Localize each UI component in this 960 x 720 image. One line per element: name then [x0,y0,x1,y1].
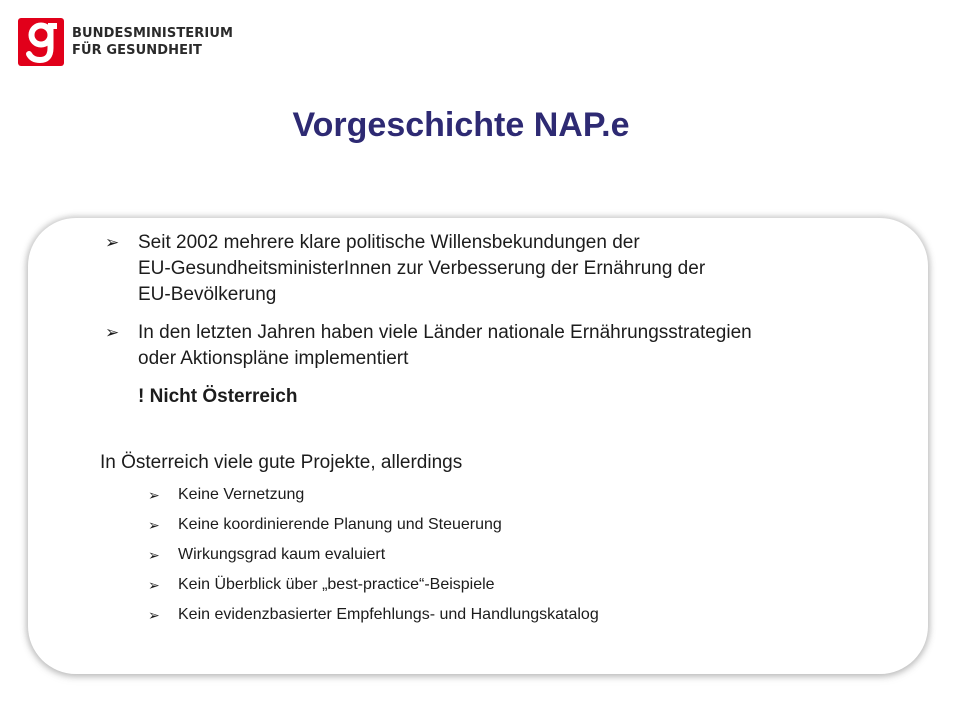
arrow-bullet-icon: ➢ [148,517,160,533]
arrow-bullet-icon: ➢ [105,233,120,252]
logo-text [72,25,233,59]
main-bullet-2 [100,320,920,372]
sub-bullet-5 [100,604,920,626]
arrow-bullet-icon: ➢ [148,577,160,593]
sub-bullet-4 [100,574,920,596]
arrow-bullet-icon: ➢ [105,323,120,342]
sub-bullet-3 [100,544,920,566]
intro-text: In Österreich viele gute Projekte, allerdings [100,452,463,473]
logo-line-2: FÜR GESUNDHEIT [72,43,202,58]
sub-bullet-text: Keine koordinierende Planung und Steuerung [178,516,502,533]
content-body [100,230,920,634]
sub-bullet-2 [100,514,920,536]
sub-bullet-text: Kein evidenzbasierter Empfehlungs- und Handlungskatalog [178,606,599,623]
sub-bullet-text: Kein Überblick über „best-practice“-Beispiele [178,576,495,593]
main-bullet-2-line-2: oder Aktionspläne implementiert [138,348,409,369]
main-bullet-1-line-3: EU-Bevölkerung [138,284,277,305]
sub-bullet-text: Wirkungsgrad kaum evaluiert [178,546,386,563]
logo-g-icon [18,18,64,66]
ministry-logo [18,18,233,66]
sub-bullet-text: Keine Vernetzung [178,486,305,503]
slide-title: Vorgeschichte NAP.e [292,106,630,144]
note-not-austria: ! Nicht Österreich [138,386,298,407]
main-bullet-1 [100,230,920,308]
main-bullet-2-line-1: In den letzten Jahren haben viele Länder nationale Ernährungsstrategien [138,322,752,343]
logo-line-1: BUNDESMINISTERIUM [72,26,234,41]
sub-bullet-1 [100,484,920,506]
arrow-bullet-icon: ➢ [148,487,160,503]
main-bullet-1-line-1: Seit 2002 mehrere klare politische Willensbekundungen der [138,232,640,253]
arrow-bullet-icon: ➢ [148,547,160,563]
logo-g-glyph [22,20,60,64]
main-bullet-1-line-2: EU-GesundheitsministerInnen zur Verbesserung der Ernährung der [138,258,706,279]
arrow-bullet-icon: ➢ [148,607,160,623]
